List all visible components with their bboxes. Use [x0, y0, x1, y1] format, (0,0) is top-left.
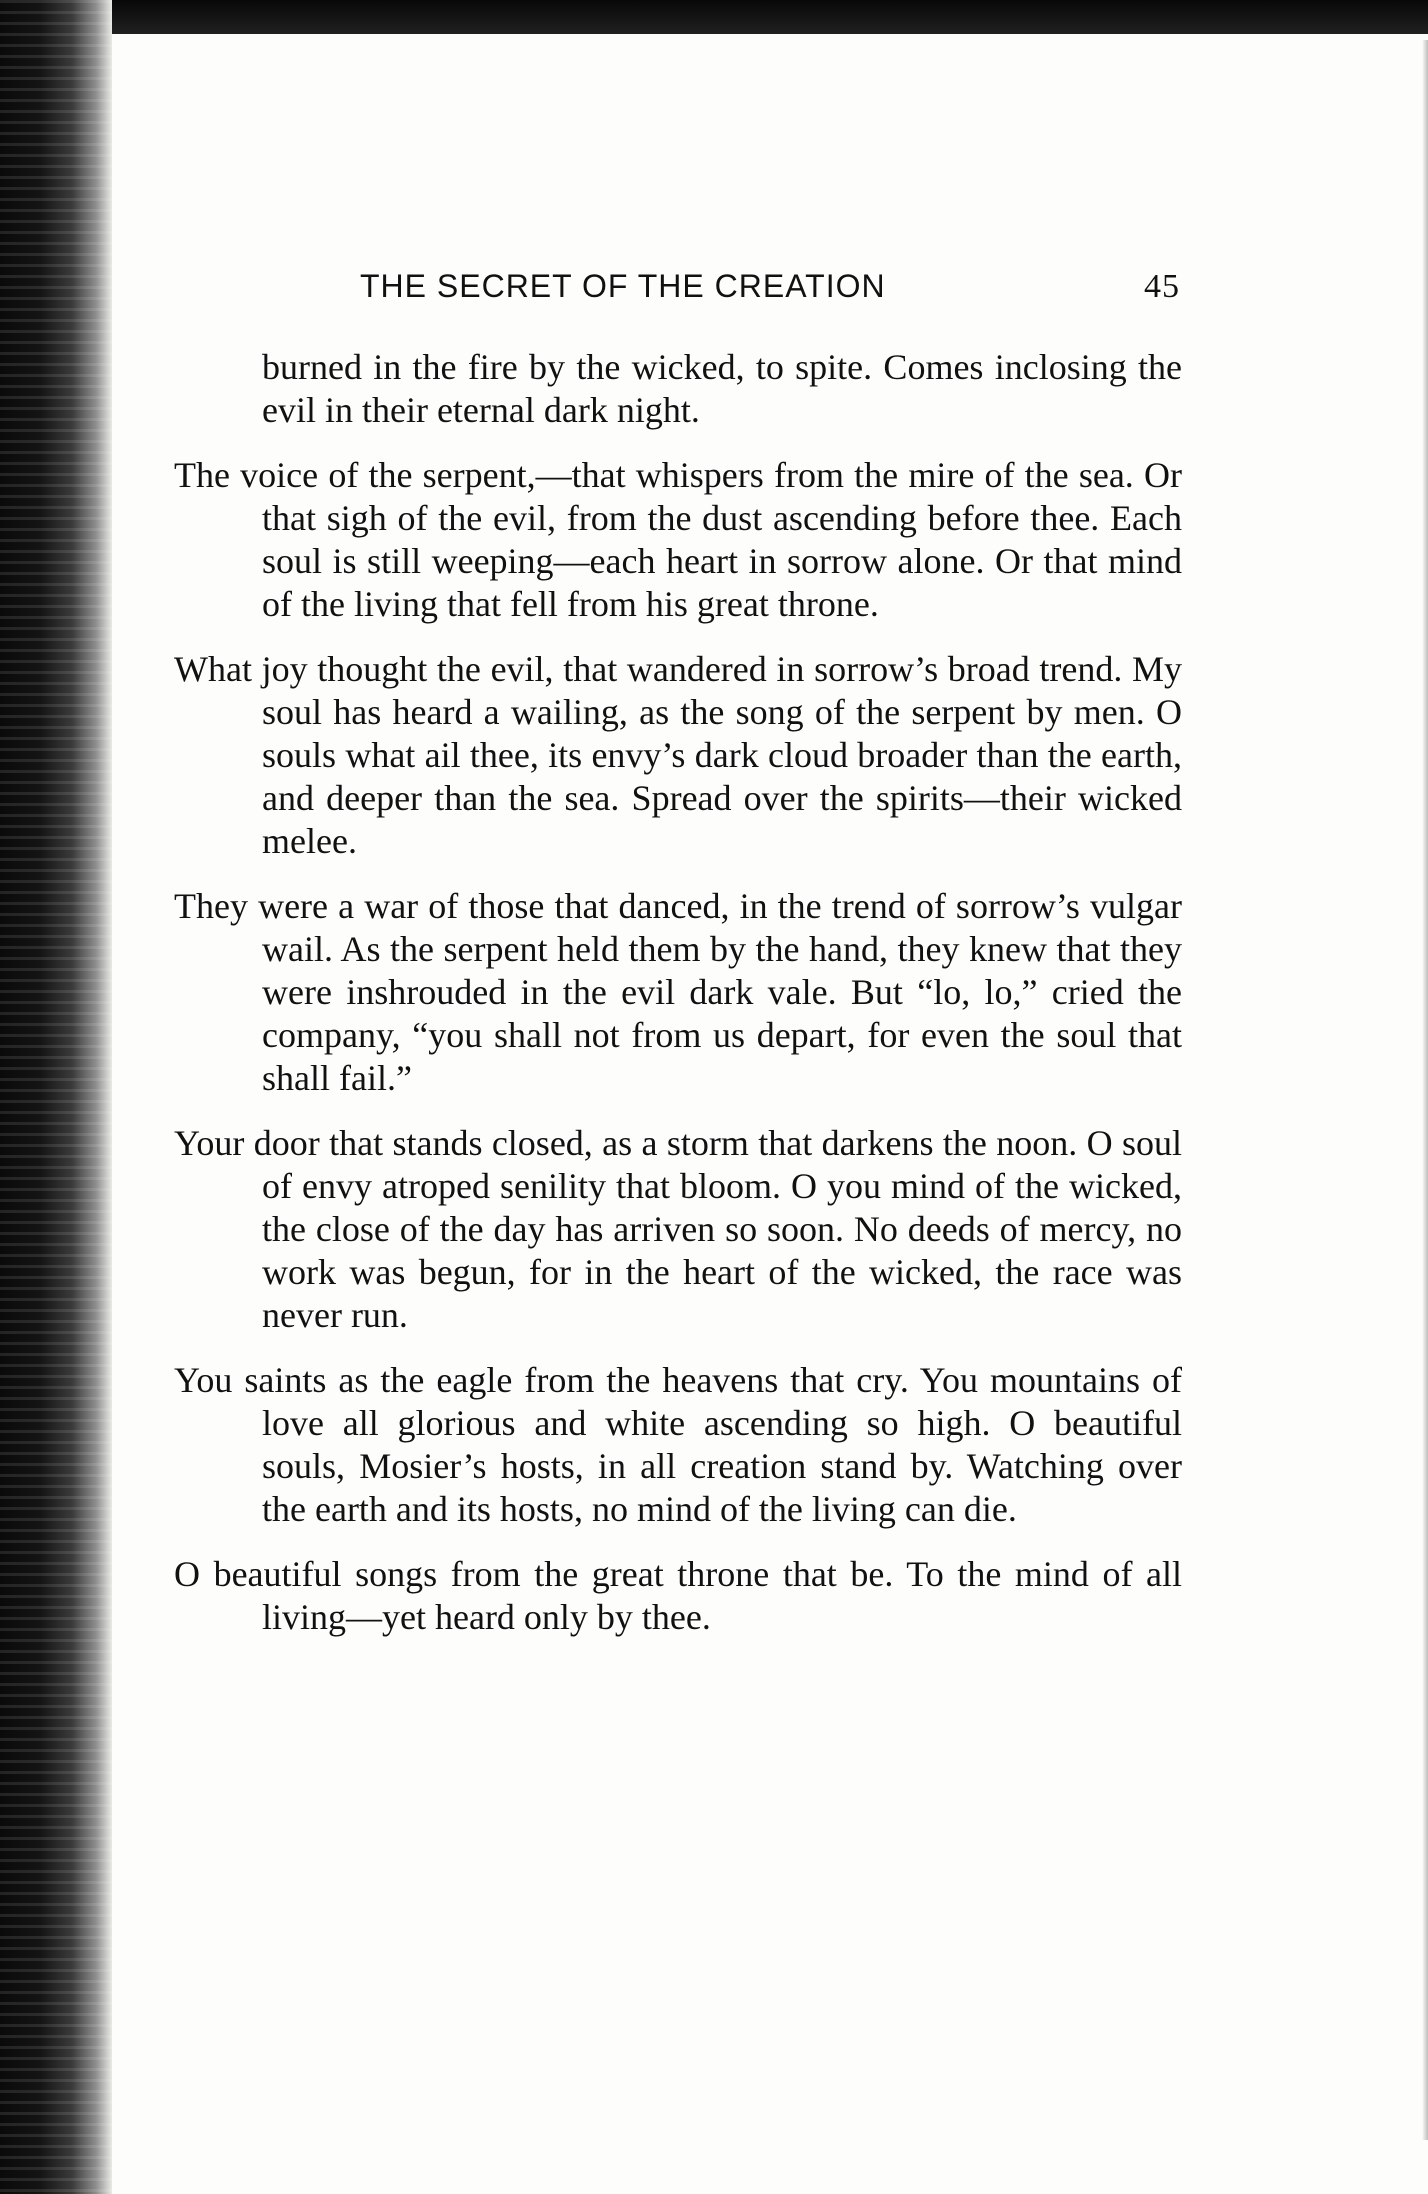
paragraph: The voice of the serpent,—that whispers from the mire of the sea. Or that sigh of the evil, from the dust ascending before thee. Each soul is still weeping—each heart in sorrow alone. Or that mind of the living that fell from his great throne. — [174, 455, 1182, 624]
paragraph: O beautiful songs from the great throne that be. To the mind of all living—yet heard only by thee. — [174, 1554, 1182, 1637]
running-head — [360, 268, 1180, 308]
paragraph: They were a war of those that danced, in the trend of sorrow’s vulgar wail. As the serpent held them by the hand, they knew that they were inshrouded in the evil dark vale. But “lo, lo,” cried the company, “you shall not from us depart, for even the soul that shall fail.” — [174, 886, 1182, 1098]
page-number: 45 — [1144, 268, 1180, 305]
running-head-title: THE SECRET OF THE CREATION — [360, 268, 886, 304]
paragraph: You saints as the eagle from the heavens that cry. You mountains of love all glorious and white ascending so high. O beautiful souls, Mosier’s hosts, in all creation stand by. Watching over the earth and its hosts, no mind of the living can die. — [174, 1360, 1182, 1529]
paragraph: Your door that stands closed, as a storm that darkens the noon. O soul of envy atroped senility that bloom. O you mind of the wicked, the close of the day has arriven so soon. No deeds of mercy, no work was begun, for in the heart of the wicked, the race was never run. — [174, 1123, 1182, 1335]
paragraph: What joy thought the evil, that wandered in sorrow’s broad trend. My soul has heard a wailing, as the song of the serpent by men. O souls what ail thee, its envy’s dark cloud broader than the earth, and deeper than the sea. Spread over the spirits—their wicked melee. — [174, 649, 1182, 861]
book-spine-gutter — [0, 0, 112, 2194]
paragraph-continued: burned in the fire by the wicked, to spite. Comes inclosing the evil in their eternal dark night. — [262, 347, 1182, 430]
page-right-edge — [1422, 40, 1428, 2140]
page-top-edge — [0, 0, 1428, 34]
body-text — [174, 346, 1182, 1661]
